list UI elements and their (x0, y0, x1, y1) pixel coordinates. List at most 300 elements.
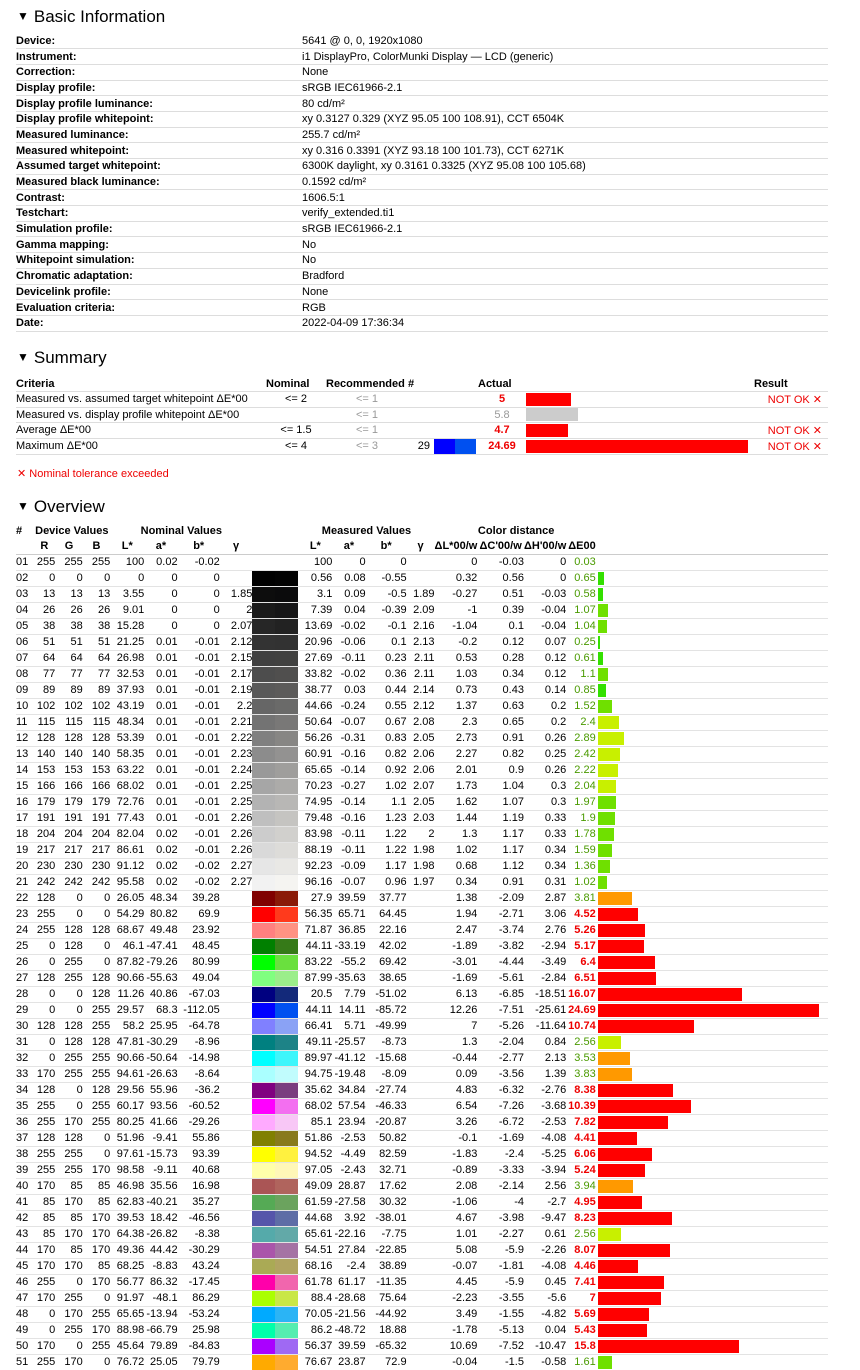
meas-b: 0.92 (366, 762, 407, 778)
dev-b: 0 (83, 890, 111, 906)
delta-e-bar (598, 956, 655, 969)
delta-e-bar (598, 1100, 691, 1113)
nominal-swatch (252, 1338, 275, 1354)
delta-e-bar (598, 1132, 637, 1145)
delta-e: 5.24 (566, 1162, 597, 1178)
overview-row (16, 826, 828, 842)
dev-r: 255 (33, 1162, 55, 1178)
dev-b: 140 (83, 746, 111, 762)
overview-row (16, 1354, 828, 1370)
nom-a: 0.01 (144, 682, 177, 698)
delta-e-bar (598, 716, 619, 729)
measured-swatch (275, 1098, 298, 1114)
meas-l: 35.62 (298, 1082, 332, 1098)
delta-l: 1.62 (435, 794, 478, 810)
dev-g: 85 (55, 1178, 83, 1194)
delta-e: 16.07 (568, 988, 596, 1001)
dev-b: 255 (83, 1002, 111, 1018)
measured-swatch (275, 618, 298, 634)
info-row (16, 143, 828, 159)
measured-swatch (275, 1034, 298, 1050)
delta-l: -1.78 (435, 1322, 478, 1338)
info-label: Measured black luminance: (16, 174, 302, 190)
row-num: 37 (16, 1130, 33, 1146)
nom-l: 91.12 (110, 858, 144, 874)
nom-gamma (220, 1162, 253, 1178)
summary-nominal: <= 4 (266, 438, 326, 454)
delta-l: -1.89 (435, 938, 478, 954)
meas-gamma (407, 1274, 435, 1290)
delta-h: -5.6 (524, 1290, 566, 1306)
summary-nominal: <= 1.5 (266, 423, 326, 439)
delta-e-bar-cell (598, 586, 828, 602)
section-title-summary[interactable]: ▼ Summary (17, 348, 107, 367)
measured-swatch (275, 1322, 298, 1338)
delta-e: 6.4 (566, 954, 597, 970)
delta-e-bar-cell (598, 1130, 828, 1146)
delta-c: -5.13 (477, 1322, 524, 1338)
dev-g: 242 (55, 874, 83, 890)
delta-e: 7.82 (566, 1114, 597, 1130)
overview-row (16, 954, 828, 970)
overview-row (16, 1210, 828, 1226)
summary-header-num: # (408, 376, 430, 392)
meas-l: 87.99 (298, 970, 332, 986)
delta-c: 1.17 (477, 842, 524, 858)
dev-g: 0 (55, 1338, 83, 1354)
nominal-swatch (252, 602, 275, 618)
delta-c: -7.26 (477, 1098, 524, 1114)
row-num: 30 (16, 1018, 33, 1034)
meas-a: -4.49 (332, 1146, 365, 1162)
nominal-swatch (252, 810, 275, 826)
nom-gamma (220, 1066, 253, 1082)
delta-h: -11.64 (524, 1018, 566, 1034)
nom-gamma (220, 570, 253, 586)
overview-row (16, 1194, 828, 1210)
delta-c: 0.43 (477, 682, 524, 698)
overview-row (16, 682, 828, 698)
meas-gamma (407, 1082, 435, 1098)
meas-b: 50.82 (366, 1130, 407, 1146)
nom-b: 35.27 (178, 1194, 220, 1210)
meas-a: -0.07 (332, 714, 365, 730)
nom-b: 86.29 (178, 1290, 220, 1306)
delta-l: 4.83 (435, 1082, 478, 1098)
dev-g: 128 (55, 730, 83, 746)
measured-swatch (275, 570, 298, 586)
collapse-triangle-icon[interactable]: ▼ (17, 350, 29, 364)
info-label: Chromatic adaptation: (16, 268, 302, 284)
dev-b: 217 (83, 842, 111, 858)
dev-g: 0 (55, 570, 83, 586)
delta-e-bar (598, 1244, 670, 1257)
nominal-swatch (252, 1114, 275, 1130)
summary-bar-cell (526, 438, 754, 454)
info-row (16, 221, 828, 237)
delta-h: 0.61 (524, 1226, 566, 1242)
dev-r: 102 (33, 698, 55, 714)
nominal-swatch (252, 906, 275, 922)
nom-a: 0.02 (144, 874, 177, 890)
dev-b: 85 (83, 1258, 111, 1274)
meas-a: 23.94 (332, 1114, 365, 1130)
nom-gamma (220, 1178, 253, 1194)
delta-c: -1.55 (477, 1306, 524, 1322)
meas-gamma (407, 1178, 435, 1194)
delta-e-bar (598, 684, 606, 697)
delta-e-bar (598, 812, 615, 825)
delta-e: 4.46 (566, 1258, 597, 1274)
nominal-swatch (252, 1354, 275, 1370)
nom-b: -8.64 (178, 1066, 220, 1082)
delta-e-bar (598, 1084, 673, 1097)
nom-gamma (220, 986, 253, 1002)
nom-a: 0.01 (144, 714, 177, 730)
delta-h: 2.87 (524, 890, 566, 906)
dev-r: 85 (33, 1194, 55, 1210)
nom-b: -0.01 (178, 634, 220, 650)
meas-l: 3.1 (298, 586, 332, 602)
meas-a: 5.71 (332, 1018, 365, 1034)
overview-row (16, 1146, 828, 1162)
nom-l: 56.77 (110, 1274, 144, 1290)
measured-swatch (275, 666, 298, 682)
nom-l: 100 (110, 554, 144, 570)
nominal-swatch (252, 842, 275, 858)
meas-l: 70.23 (298, 778, 332, 794)
info-row (16, 159, 828, 175)
nominal-swatch (252, 986, 275, 1002)
nom-gamma: 2.17 (220, 666, 253, 682)
delta-l: 0.32 (435, 570, 478, 586)
meas-a: -0.02 (332, 666, 365, 682)
nom-a: 35.56 (144, 1178, 177, 1194)
delta-e-bar (598, 924, 645, 937)
delta-e-bar (598, 1180, 633, 1193)
collapse-triangle-icon[interactable]: ▼ (17, 9, 29, 23)
meas-gamma: 2.08 (407, 714, 435, 730)
info-label: Evaluation criteria: (16, 300, 302, 316)
dev-r: 170 (33, 1338, 55, 1354)
meas-b: -0.5 (366, 586, 407, 602)
meas-l: 92.23 (298, 858, 332, 874)
delta-e: 2.56 (566, 1034, 597, 1050)
nom-a: 0.01 (144, 794, 177, 810)
delta-e: 3.53 (566, 1050, 597, 1066)
nom-l: 68.25 (110, 1258, 144, 1274)
nom-gamma: 2.27 (220, 858, 253, 874)
section-title-basic[interactable]: ▼ Basic Information (17, 7, 166, 26)
nom-gamma (220, 1226, 253, 1242)
summary-actual: 4.7 (478, 423, 526, 439)
nom-b: 43.24 (178, 1258, 220, 1274)
measured-swatch (275, 1050, 298, 1066)
delta-c: -2.09 (477, 890, 524, 906)
info-label: Display profile luminance: (16, 96, 302, 112)
dev-r: 0 (33, 986, 55, 1002)
meas-gamma: 2.06 (407, 746, 435, 762)
meas-b: -20.87 (366, 1114, 407, 1130)
nominal-swatch (252, 858, 275, 874)
meas-gamma: 2.05 (407, 730, 435, 746)
delta-h: 2.76 (524, 922, 566, 938)
delta-e: 8.23 (566, 1210, 597, 1226)
meas-b: -27.74 (366, 1082, 407, 1098)
delta-l: 4.45 (435, 1274, 478, 1290)
summary-bar (526, 408, 578, 421)
nom-l: 51.96 (110, 1130, 144, 1146)
delta-e-bar-cell (598, 922, 828, 938)
nom-l: 32.53 (110, 666, 144, 682)
row-num: 28 (16, 986, 33, 1002)
nom-gamma (220, 1130, 253, 1146)
nominal-swatch (252, 1034, 275, 1050)
delta-e-bar-cell (598, 746, 828, 762)
delta-e: 4.52 (566, 906, 597, 922)
nominal-swatch (252, 874, 275, 890)
meas-b: 32.71 (366, 1162, 407, 1178)
meas-gamma (407, 1338, 435, 1354)
nom-b: -67.03 (178, 986, 220, 1002)
delta-e-bar-cell (598, 778, 828, 794)
nom-a: 80.82 (144, 906, 177, 922)
nom-l: 29.57 (110, 1002, 144, 1018)
dev-r: 204 (33, 826, 55, 842)
meas-l: 79.48 (298, 810, 332, 826)
delta-e: 0.85 (566, 682, 597, 698)
delta-c: -3.33 (477, 1162, 524, 1178)
row-num: 21 (16, 874, 33, 890)
dev-b: 255 (83, 1338, 111, 1354)
delta-e-bar-cell (598, 938, 828, 954)
meas-l: 44.11 (298, 1002, 332, 1018)
dev-g: 153 (55, 762, 83, 778)
meas-b: -65.32 (366, 1338, 407, 1354)
meas-b: 75.64 (366, 1290, 407, 1306)
nom-gamma: 2.23 (220, 746, 253, 762)
info-label: Testchart: (16, 206, 302, 222)
nom-a: -55.63 (144, 970, 177, 986)
delta-e: 5.69 (566, 1306, 597, 1322)
meas-b: 22.16 (366, 922, 407, 938)
dev-b: 204 (83, 826, 111, 842)
meas-l: 49.11 (298, 1034, 332, 1050)
row-num: 29 (16, 1002, 33, 1018)
meas-b: 18.88 (366, 1322, 407, 1338)
delta-e-bar (598, 876, 607, 889)
nom-l: 90.66 (110, 1050, 144, 1066)
info-row (16, 190, 828, 206)
measured-swatch (275, 826, 298, 842)
meas-b: 1.17 (366, 858, 407, 874)
dev-r: 191 (33, 810, 55, 826)
delta-e-bar (598, 1052, 630, 1065)
meas-b: -44.92 (366, 1306, 407, 1322)
nom-b: -84.83 (178, 1338, 220, 1354)
delta-e-bar-cell (598, 1082, 828, 1098)
overview-row (16, 778, 828, 794)
summary-table (16, 376, 828, 455)
delta-e: 1.78 (566, 826, 597, 842)
delta-c: -7.51 (477, 1002, 524, 1018)
nom-a: 0.01 (144, 634, 177, 650)
delta-c: -2.04 (477, 1034, 524, 1050)
meas-b: 0.83 (366, 730, 407, 746)
nom-b: -112.05 (178, 1002, 220, 1018)
delta-e-bar (598, 908, 638, 921)
meas-l: 61.59 (298, 1194, 332, 1210)
summary-row (16, 392, 828, 408)
overview-row (16, 1130, 828, 1146)
delta-e: 6.06 (566, 1146, 597, 1162)
nominal-swatch (252, 1162, 275, 1178)
nom-l: 9.01 (110, 602, 144, 618)
info-row (16, 49, 828, 65)
dev-g: 255 (55, 1146, 83, 1162)
nominal-swatch (252, 682, 275, 698)
delta-e-bar-cell (598, 762, 828, 778)
delta-h: 0.2 (524, 698, 566, 714)
dev-g: 255 (55, 954, 83, 970)
nom-b: -17.45 (178, 1274, 220, 1290)
delta-e-bar-cell (598, 1178, 828, 1194)
meas-l: 83.98 (298, 826, 332, 842)
dev-g: 13 (55, 586, 83, 602)
measured-swatch (275, 954, 298, 970)
info-value: 5641 @ 0, 0, 1920x1080 (302, 33, 828, 49)
nom-a: 44.42 (144, 1242, 177, 1258)
nominal-swatch (252, 1130, 275, 1146)
row-num: 25 (16, 938, 33, 954)
meas-b: -8.09 (366, 1066, 407, 1082)
measured-swatch (275, 1258, 298, 1274)
collapse-triangle-icon[interactable]: ▼ (17, 499, 29, 513)
summary-count (408, 392, 430, 408)
delta-l: 1.37 (435, 698, 478, 714)
meas-l: 83.22 (298, 954, 332, 970)
nom-a: -30.29 (144, 1034, 177, 1050)
dev-g: 255 (55, 1162, 83, 1178)
dev-g: 0 (55, 1098, 83, 1114)
dev-b: 0 (83, 954, 111, 970)
info-label: Device: (16, 33, 302, 49)
nom-gamma (220, 1354, 253, 1370)
nom-a: 0.01 (144, 730, 177, 746)
dev-b: 26 (83, 602, 111, 618)
dev-g: 0 (55, 1002, 83, 1018)
nominal-swatch (252, 554, 275, 570)
delta-c: 0.51 (477, 586, 524, 602)
measured-swatch (275, 906, 298, 922)
delta-h: -18.51 (524, 986, 566, 1002)
delta-e-bar (598, 1292, 661, 1305)
nom-a: 0 (144, 618, 177, 634)
meas-a: 0 (332, 554, 365, 570)
meas-l: 54.51 (298, 1242, 332, 1258)
delta-e-bar (598, 1196, 642, 1209)
delta-e: 0.61 (566, 650, 597, 666)
meas-a: -0.07 (332, 874, 365, 890)
meas-a: -0.11 (332, 826, 365, 842)
row-num: 50 (16, 1338, 33, 1354)
summary-nominal (266, 407, 326, 423)
section-title-overview[interactable]: ▼ Overview (17, 497, 105, 516)
dev-r: 128 (33, 1130, 55, 1146)
meas-a: 23.87 (332, 1354, 365, 1370)
delta-e: 10.74 (568, 1020, 596, 1033)
nom-b: 55.86 (178, 1130, 220, 1146)
dev-g: 179 (55, 794, 83, 810)
delta-e-bar-cell (598, 1290, 828, 1306)
meas-gamma: 2.14 (407, 682, 435, 698)
overview-row (16, 874, 828, 890)
meas-gamma (407, 970, 435, 986)
nominal-swatch (252, 1066, 275, 1082)
delta-e-bar-cell (598, 954, 828, 970)
nom-l: 90.66 (110, 970, 144, 986)
dev-b: 128 (83, 970, 111, 986)
overview-row (16, 1274, 828, 1290)
dev-b: 255 (83, 1050, 111, 1066)
summary-recommended: <= 1 (326, 392, 408, 408)
nom-a: -79.26 (144, 954, 177, 970)
row-num: 24 (16, 922, 33, 938)
delta-e-bar-cell (598, 1258, 828, 1274)
delta-c: -4.44 (477, 954, 524, 970)
nom-gamma: 2.26 (220, 842, 253, 858)
nominal-swatch (252, 1002, 275, 1018)
delta-l: 1.01 (435, 1226, 478, 1242)
meas-gamma (407, 1306, 435, 1322)
nominal-swatch (252, 714, 275, 730)
delta-e-bar (598, 1276, 664, 1289)
col-header-meas-b: b* (380, 540, 392, 553)
meas-b: -8.73 (366, 1034, 407, 1050)
dev-b: 102 (83, 698, 111, 714)
row-num: 26 (16, 954, 33, 970)
delta-l: 5.08 (435, 1242, 478, 1258)
delta-l: 1.03 (435, 666, 478, 682)
nom-b: 16.98 (178, 1178, 220, 1194)
delta-e: 1.52 (566, 698, 597, 714)
meas-a: 0.08 (332, 570, 365, 586)
col-header-nom-gamma: γ (233, 540, 240, 553)
nom-gamma (220, 1082, 253, 1098)
delta-h: 0.3 (524, 794, 566, 810)
delta-e: 5.26 (566, 922, 597, 938)
col-header-b: B (92, 540, 101, 553)
dev-b: 51 (83, 634, 111, 650)
nom-l: 3.55 (110, 586, 144, 602)
nom-a: 68.3 (144, 1002, 177, 1018)
nom-b: -53.24 (178, 1306, 220, 1322)
info-label: Assumed target whitepoint: (16, 159, 302, 175)
delta-e-bar-cell (598, 1354, 828, 1370)
meas-l: 68.16 (298, 1258, 332, 1274)
dev-b: 128 (83, 730, 111, 746)
dev-r: 51 (33, 634, 55, 650)
nom-gamma (220, 1018, 253, 1034)
measured-swatch (275, 842, 298, 858)
delta-l: 12.26 (435, 1002, 478, 1018)
nom-gamma (220, 1290, 253, 1306)
meas-a: -48.72 (332, 1322, 365, 1338)
meas-a: 34.84 (332, 1082, 365, 1098)
delta-e: 7.41 (566, 1274, 597, 1290)
meas-gamma (407, 890, 435, 906)
nom-l: 11.26 (110, 986, 144, 1002)
